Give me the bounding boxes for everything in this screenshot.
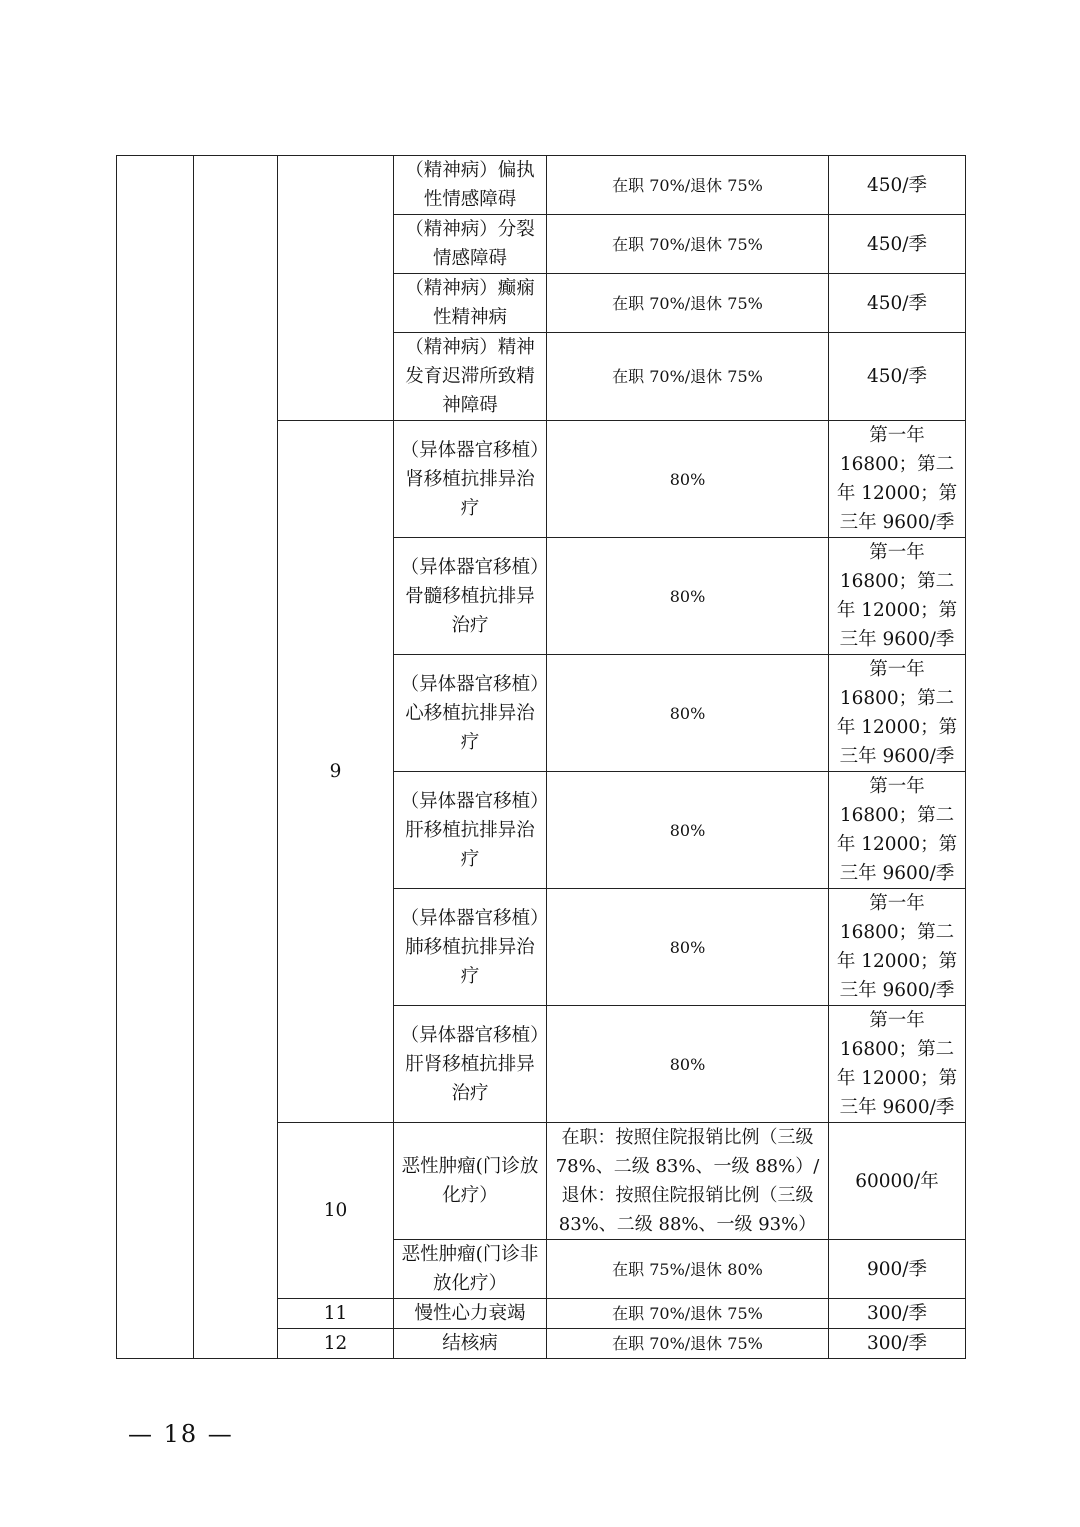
reimbursement-ratio-cell: 在职 70%/退休 75% — [547, 1299, 829, 1329]
item-number-cell: 10 — [278, 1123, 394, 1299]
disease-name-cell: （精神病）偏执性情感障碍 — [394, 156, 547, 215]
reimbursement-ratio-cell: 80% — [547, 538, 829, 655]
blank-column-2 — [194, 156, 278, 1359]
disease-name-cell: （异体器官移植）心移植抗排异治疗 — [394, 655, 547, 772]
disease-name-cell: 慢性心力衰竭 — [394, 1299, 547, 1329]
reimbursement-ratio-cell: 在职 70%/退休 75% — [547, 274, 829, 333]
payment-limit-cell: 第一年16800；第二年 12000；第三年 9600/季 — [829, 655, 966, 772]
item-number-cell — [278, 156, 394, 421]
disease-name-cell: （异体器官移植）肝肾移植抗排异治疗 — [394, 1006, 547, 1123]
disease-name-cell: （精神病）分裂情感障碍 — [394, 215, 547, 274]
disease-reimbursement-table — [116, 155, 966, 1359]
payment-limit-cell: 60000/年 — [829, 1123, 966, 1240]
reimbursement-ratio-cell: 在职 70%/退休 75% — [547, 215, 829, 274]
item-number-cell: 12 — [278, 1329, 394, 1359]
payment-limit-cell: 450/季 — [829, 274, 966, 333]
reimbursement-ratio-cell: 80% — [547, 772, 829, 889]
disease-name-cell: （精神病）癫痫性精神病 — [394, 274, 547, 333]
disease-name-cell: （精神病）精神发育迟滞所致精神障碍 — [394, 333, 547, 421]
reimbursement-ratio-cell: 在职 75%/退休 80% — [547, 1240, 829, 1299]
payment-limit-cell: 第一年16800；第二年 12000；第三年 9600/季 — [829, 421, 966, 538]
disease-name-cell: （异体器官移植）骨髓移植抗排异治疗 — [394, 538, 547, 655]
payment-limit-cell: 900/季 — [829, 1240, 966, 1299]
reimbursement-ratio-cell: 在职 70%/退休 75% — [547, 333, 829, 421]
disease-name-cell: （异体器官移植）肺移植抗排异治疗 — [394, 889, 547, 1006]
reimbursement-ratio-cell: 80% — [547, 1006, 829, 1123]
payment-limit-cell: 第一年16800；第二年 12000；第三年 9600/季 — [829, 538, 966, 655]
reimbursement-ratio-cell: 80% — [547, 655, 829, 772]
disease-name-cell: 恶性肿瘤(门诊非放化疗） — [394, 1240, 547, 1299]
payment-limit-cell: 第一年16800；第二年 12000；第三年 9600/季 — [829, 889, 966, 1006]
payment-limit-cell: 第一年16800；第二年 12000；第三年 9600/季 — [829, 772, 966, 889]
payment-limit-cell: 300/季 — [829, 1329, 966, 1359]
reimbursement-ratio-cell: 在职 70%/退休 75% — [547, 1329, 829, 1359]
payment-limit-cell: 450/季 — [829, 215, 966, 274]
disease-name-cell: 结核病 — [394, 1329, 547, 1359]
disease-name-cell: （异体器官移植）肾移植抗排异治疗 — [394, 421, 547, 538]
payment-limit-cell: 450/季 — [829, 156, 966, 215]
reimbursement-ratio-cell: 在职 70%/退休 75% — [547, 156, 829, 215]
payment-limit-cell: 300/季 — [829, 1299, 966, 1329]
table-row — [117, 156, 966, 215]
payment-limit-cell: 第一年16800；第二年 12000；第三年 9600/季 — [829, 1006, 966, 1123]
item-number-cell: 9 — [278, 421, 394, 1123]
blank-column-1 — [117, 156, 194, 1359]
disease-name-cell: 恶性肿瘤(门诊放化疗） — [394, 1123, 547, 1240]
reimbursement-ratio-cell: 在职：按照住院报销比例（三级 78%、二级 83%、一级 88%）/退休：按照住院报销比例（三级 83%、二级 88%、一级 93%） — [547, 1123, 829, 1240]
page-number: — 18 — — [128, 1420, 234, 1448]
reimbursement-ratio-cell: 80% — [547, 421, 829, 538]
payment-limit-cell: 450/季 — [829, 333, 966, 421]
reimbursement-ratio-cell: 80% — [547, 889, 829, 1006]
disease-name-cell: （异体器官移植）肝移植抗排异治疗 — [394, 772, 547, 889]
item-number-cell: 11 — [278, 1299, 394, 1329]
